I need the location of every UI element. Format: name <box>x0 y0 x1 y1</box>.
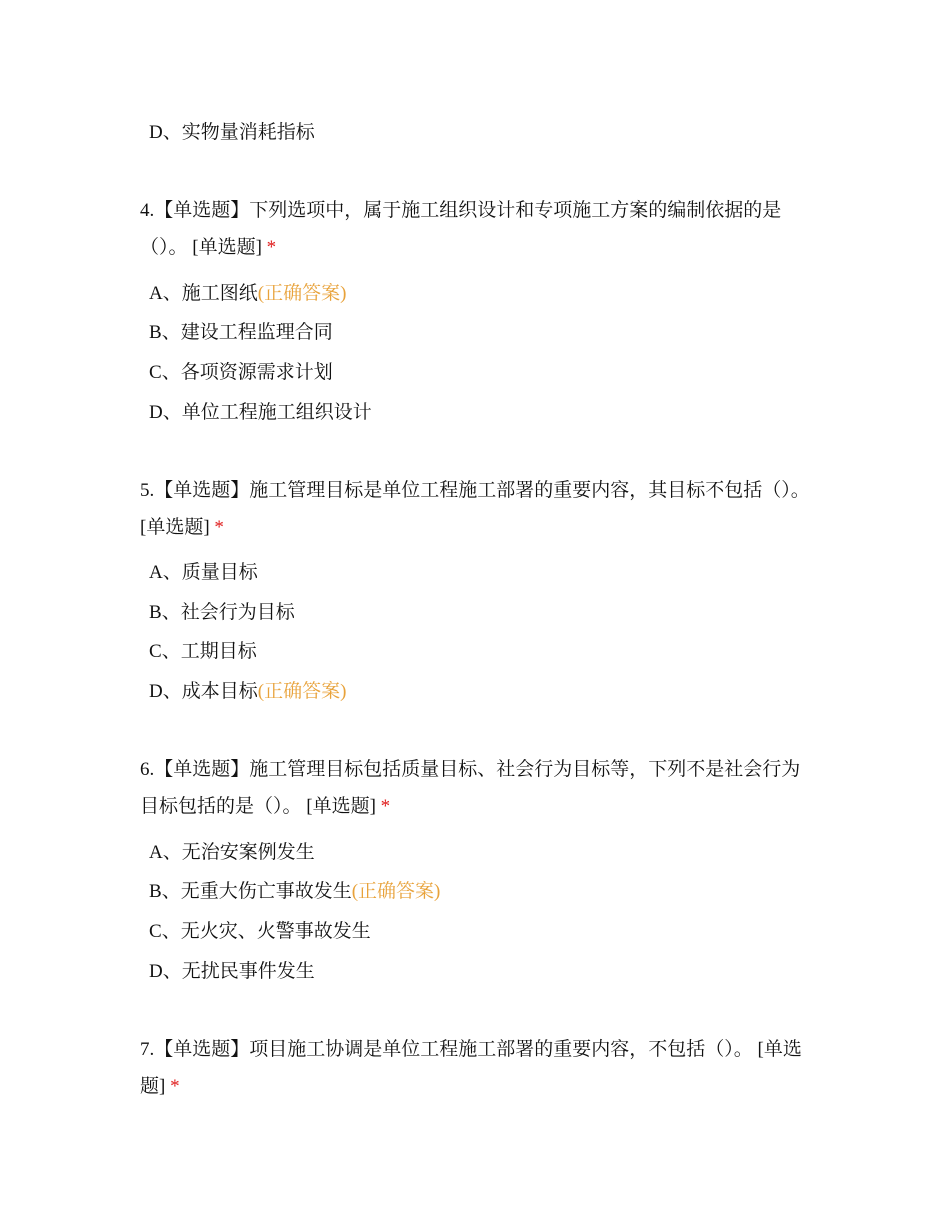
correct-answer-tag: (正确答案) <box>351 881 441 902</box>
option-a: A、质量目标 <box>149 562 258 583</box>
option-b: B、社会行为目标 <box>149 602 295 623</box>
option-text: 施工图纸 <box>181 283 258 304</box>
correct-answer-tag: (正确答案) <box>257 283 347 304</box>
option-text: 无扰民事件发生 <box>181 961 315 982</box>
option-a: A、施工图纸(正确答案) <box>149 283 347 304</box>
option-letter: A <box>149 283 163 304</box>
question-type-tag: [单选题] <box>192 237 262 258</box>
option-letter: D <box>149 402 163 423</box>
option-letter: D <box>149 681 163 702</box>
option-text: 社会行为目标 <box>180 602 295 623</box>
question-text: 【单选题】施工管理目标包括质量目标、社会行为目标等，下列不是社会行为目标包括的是（）。 <box>140 759 801 817</box>
option-d: D、成本目标(正确答案) <box>149 681 347 702</box>
option-text: 无重大伤亡事故发生 <box>180 881 352 902</box>
question-text: 【单选题】下列选项中，属于施工组织设计和专项施工方案的编制依据的是（）。 <box>140 200 782 258</box>
option-text: 单位工程施工组织设计 <box>181 402 372 423</box>
question-type-tag: [单选题] <box>306 796 376 817</box>
option-letter: B <box>149 322 162 343</box>
option-b: B、无重大伤亡事故发生(正确答案) <box>149 881 441 902</box>
option-c: C、各项资源需求计划 <box>149 362 333 383</box>
option-letter: C <box>149 362 162 383</box>
question-type-tag: [单选题] <box>140 517 210 538</box>
option-letter: C <box>149 641 162 662</box>
option-letter: D <box>149 961 163 982</box>
option-c: C、工期目标 <box>149 641 257 662</box>
option-c: C、无火灾、火警事故发生 <box>149 921 371 942</box>
question-text: 【单选题】项目施工协调是单位工程施工部署的重要内容，不包括（）。 <box>154 1039 753 1060</box>
required-mark: * <box>380 796 391 817</box>
option-d: D、单位工程施工组织设计 <box>149 402 372 423</box>
question-number: 4. <box>140 200 155 221</box>
required-mark: * <box>214 517 224 538</box>
option-letter: B <box>149 602 162 623</box>
question-number: 5. <box>140 480 155 501</box>
question-text: 【单选题】施工管理目标是单位工程施工部署的重要内容，其目标不包括（）。 <box>154 480 810 501</box>
option-d: D、实物量消耗指标 <box>149 122 315 143</box>
option-text: 各项资源需求计划 <box>180 362 333 383</box>
question-type-tag: [单选题] <box>140 1039 802 1097</box>
option-text: 无火灾、火警事故发生 <box>180 921 371 942</box>
option-text: 实物量消耗指标 <box>181 122 315 143</box>
option-text: 成本目标 <box>181 681 258 702</box>
correct-answer-tag: (正确答案) <box>257 681 347 702</box>
option-a: A、无治安案例发生 <box>149 842 315 863</box>
option-text: 无治安案例发生 <box>181 842 315 863</box>
required-mark: * <box>170 1076 180 1097</box>
question-5 <box>140 472 815 546</box>
option-b: B、建设工程监理合同 <box>149 322 333 343</box>
option-d: D、无扰民事件发生 <box>149 961 315 982</box>
option-letter: B <box>149 881 162 902</box>
option-letter: D <box>149 122 163 143</box>
required-mark: * <box>266 237 277 258</box>
question-7 <box>140 1031 815 1105</box>
option-letter: C <box>149 921 162 942</box>
option-letter: A <box>149 842 163 863</box>
option-text: 工期目标 <box>180 641 257 662</box>
question-6 <box>140 751 815 825</box>
question-number: 6. <box>140 759 155 780</box>
question-number: 7. <box>140 1039 155 1060</box>
option-text: 质量目标 <box>181 562 258 583</box>
question-4 <box>140 192 815 266</box>
option-text: 建设工程监理合同 <box>180 322 333 343</box>
option-letter: A <box>149 562 163 583</box>
